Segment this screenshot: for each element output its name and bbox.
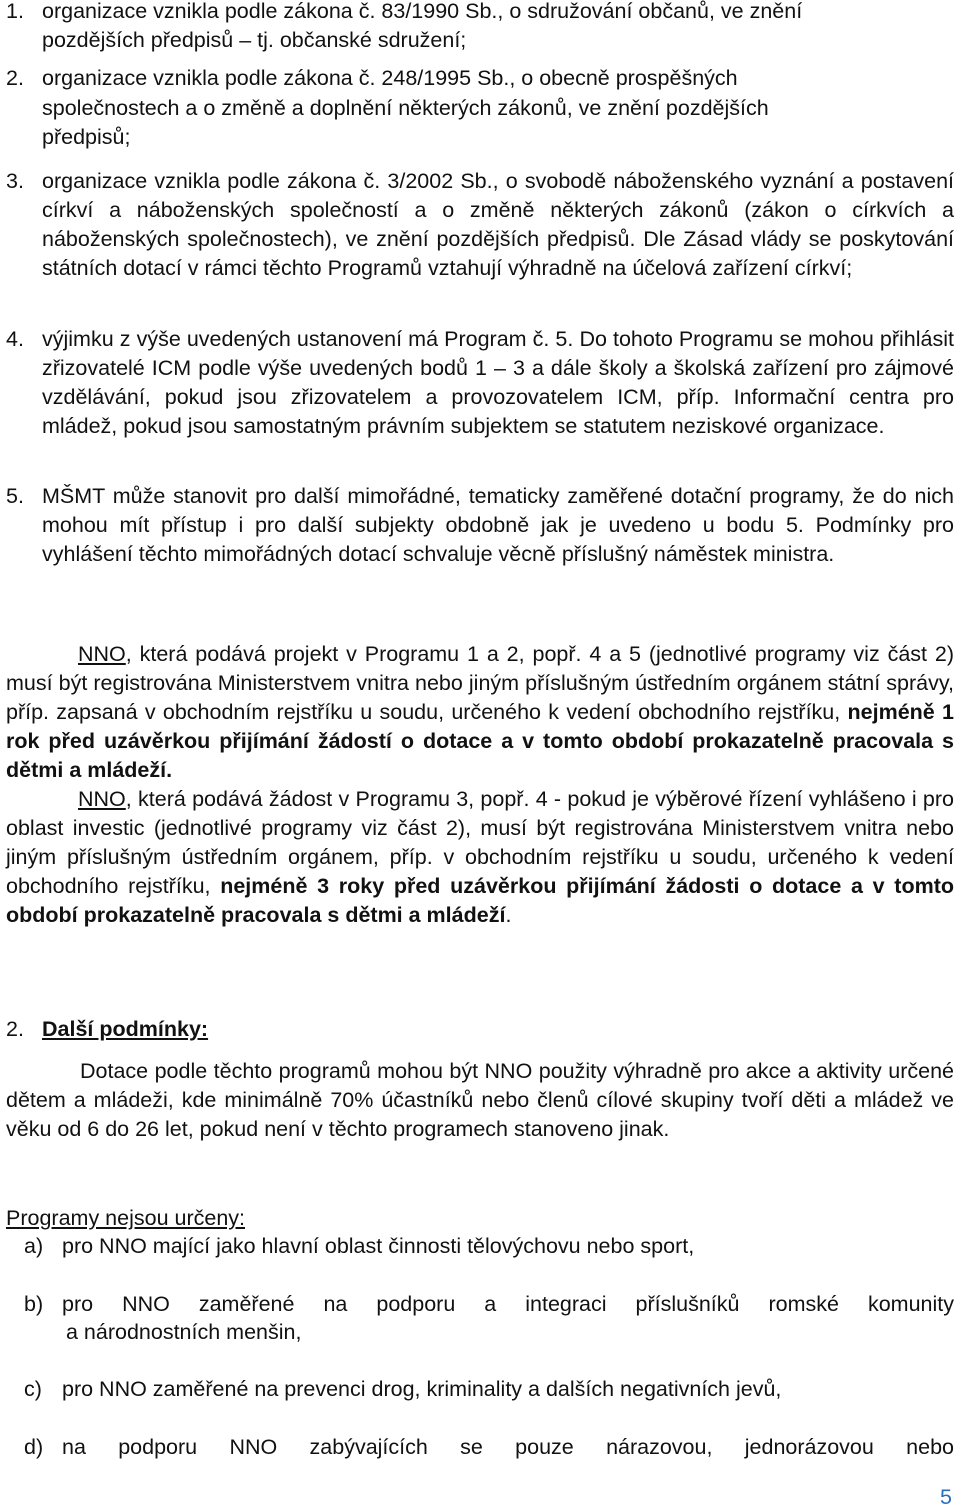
programs-list-item-b xyxy=(24,1290,954,1319)
section-number: 2. xyxy=(6,1017,24,1041)
list-item-2-cont2 xyxy=(42,123,954,152)
programs-list-item-d xyxy=(24,1433,954,1462)
nno-abbr: NNO xyxy=(78,642,126,666)
programs-list-item-a xyxy=(24,1232,954,1261)
nno-paragraph-1 xyxy=(6,640,954,785)
nno-bold-text: nejméně 1 rok před uzávěrkou přijímání žádostí o dotace a v tomto období prokazatelně pracovala s dětmi a mládeží. xyxy=(6,700,954,782)
list-label: c) xyxy=(24,1377,42,1401)
nno-tail: . xyxy=(505,903,512,927)
list-item-5 xyxy=(6,482,954,569)
list-text: pro NNO zaměřené na podporu a integraci příslušníků romské komunity xyxy=(62,1292,954,1316)
nno-text: , která podává žádost v Programu 3, popř. 4 - pokud je výběrové řízení vyhlášeno i pro oblast investic (jednotlivé programy viz část 2), musí být registrována Ministerstvem vnitra nebo jiným příslušným ústředním orgánem, příp. v obchodním rejstříku u soudu, určeného k vedení obchodního rejstříku, xyxy=(6,787,954,898)
programs-heading-text: Programy nejsou určeny: xyxy=(6,1206,245,1230)
list-label: d) xyxy=(24,1435,44,1459)
section-paragraph: Dotace podle těchto programů mohou být NNO použity výhradně pro akce a aktivity určené dětem a mládeži, kde minimálně 70% účastníků nebo členů cílové skupiny tvoří děti a mládež ve věku od 6 do 26 let, pokud není v těchto programech stanoveno jinak. xyxy=(6,1059,954,1141)
item-number: 4. xyxy=(6,327,24,351)
section-heading xyxy=(6,1015,208,1044)
item-number: 2. xyxy=(6,66,24,90)
item-text: společnostech a o změně a doplnění některých zákonů, ve znění pozdějších xyxy=(42,96,769,120)
list-item-1-cont xyxy=(42,26,954,55)
section-title: Další podmínky: xyxy=(42,1017,209,1041)
item-text: MŠMT může stanovit pro další mimořádné, tematicky zaměřené dotační programy, že do nich mohou mít přístup i pro další subjekty obdobně jak je uvedeno u bodu 5. Podmínky pro vyhlášení těchto mimořádných dotací schvaluje věcně příslušný náměstek ministra. xyxy=(42,484,954,566)
list-item-2 xyxy=(6,64,954,93)
list-item-1 xyxy=(6,0,954,26)
item-text: výjimku z výše uvedených ustanovení má Program č. 5. Do tohoto Programu se mohou přihlásit zřizovatelé ICM podle výše uvedených bodů 1 – 3 a dále školy a školská zařízení pro zájmové vzdělávání, pokud jsou zřizovatelem a provozovatelem ICM, příp. Informační centra pro mládež, pokud jsou samostatným právním subjektem se statutem neziskové organizace. xyxy=(42,327,954,438)
nno-text: , která podává projekt v Programu 1 a 2, popř. 4 a 5 (jednotlivé programy viz část 2) musí být registrována Ministerstvem vnitra nebo jiným příslušným ústředním orgánem státní správy, příp. zapsaná v obchodním rejstříku u soudu, určeného k vedení obchodního rejstříku, xyxy=(6,642,954,724)
item-text: předpisů; xyxy=(42,125,131,149)
list-item-3 xyxy=(6,167,954,283)
item-text: organizace vznikla podle zákona č. 83/1990 Sb., o sdružování občanů, ve znění xyxy=(42,0,803,23)
programs-list-item-b-cont xyxy=(66,1318,301,1347)
nno-bold-text: nejméně 3 roky před uzávěrkou přijímání žádosti o dotace a v tomto období prokazatelně pracovala s dětmi a mládeží xyxy=(6,874,954,927)
item-number: 5. xyxy=(6,484,24,508)
list-text: na podporu NNO zabývajících se pouze nárazovou, jednorázovou nebo xyxy=(62,1435,954,1459)
list-text-cont: a národnostních menšin, xyxy=(66,1320,302,1344)
item-text: organizace vznikla podle zákona č. 248/1995 Sb., o obecně prospěšných xyxy=(42,66,738,90)
nno-paragraph-2 xyxy=(6,785,954,930)
item-text: organizace vznikla podle zákona č. 3/2002 Sb., o svobodě náboženského vyznání a postavení církví a náboženských společností a o změně některých zákonů (zákon o církvích a náboženských společnostech), ve znění pozdějších předpisů. Dle Zásad vlády se poskytování státních dotací v rámci těchto Programů vztahují výhradně na účelová zařízení církví; xyxy=(42,169,954,280)
nno-abbr: NNO xyxy=(78,787,126,811)
list-item-2-cont xyxy=(42,94,954,123)
programs-list-item-c xyxy=(24,1375,954,1404)
page-number: 5 xyxy=(940,1485,952,1509)
list-label: b) xyxy=(24,1292,44,1316)
list-text: pro NNO mající jako hlavní oblast činnosti tělovýchovu nebo sport, xyxy=(62,1234,695,1258)
programs-heading xyxy=(6,1204,245,1233)
item-number: 1. xyxy=(6,0,24,23)
list-item-4 xyxy=(6,325,954,441)
item-number: 3. xyxy=(6,169,24,193)
item-text: pozdějších předpisů – tj. občanské sdružení; xyxy=(42,28,467,52)
list-label: a) xyxy=(24,1234,44,1258)
list-text: pro NNO zaměřené na prevenci drog, kriminality a dalších negativních jevů, xyxy=(62,1377,782,1401)
